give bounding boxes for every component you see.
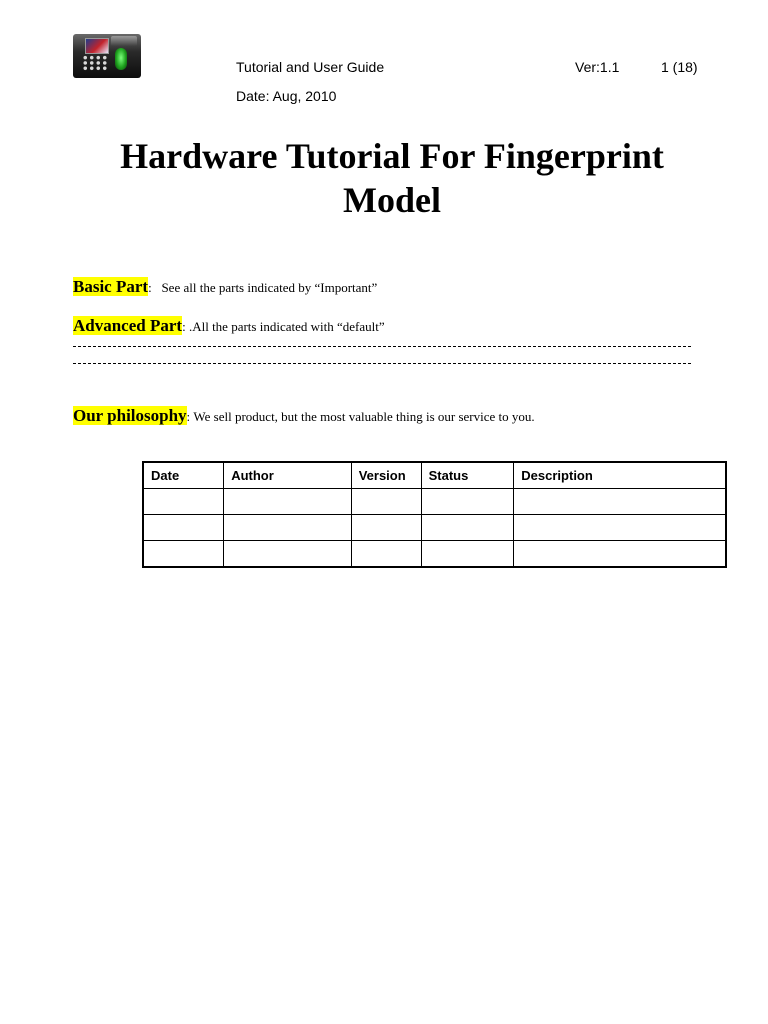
philosophy-text: We sell product, but the most valuable thing is our service to you. <box>193 409 535 424</box>
table-cell <box>224 515 352 541</box>
revision-table <box>142 461 727 568</box>
column-header-date: Date <box>143 462 224 489</box>
basic-part-label: Basic Part <box>73 277 149 296</box>
logo-shine <box>111 36 137 46</box>
basic-part-line <box>73 277 377 297</box>
philosophy-separator: : <box>186 409 191 424</box>
advanced-part-text: .All the parts indicated with “default” <box>188 319 385 334</box>
fingerprint-sensor <box>115 48 127 70</box>
table-cell <box>143 541 224 568</box>
table-row <box>143 515 726 541</box>
table-cell <box>514 541 726 568</box>
header-page-number: 1 (18) <box>661 59 698 75</box>
philosophy-label: Our philosophy <box>73 406 187 425</box>
table-cell <box>351 541 421 568</box>
fingerprint-device-icon <box>73 34 141 78</box>
table-cell <box>421 541 514 568</box>
header-doc-type: Tutorial and User Guide <box>236 59 385 75</box>
table-cell <box>351 515 421 541</box>
dashed-separator-2 <box>73 363 691 364</box>
device-keypad <box>82 55 108 71</box>
philosophy-line <box>73 406 535 426</box>
table-cell <box>421 489 514 515</box>
column-header-status: Status <box>421 462 514 489</box>
header-version: Ver:1.1 <box>575 59 620 75</box>
table-cell <box>143 489 224 515</box>
advanced-part-separator: : <box>182 319 186 334</box>
page-title-line2: Model <box>343 180 441 220</box>
dashed-separator-1 <box>73 346 691 347</box>
table-cell <box>351 489 421 515</box>
table-cell <box>421 515 514 541</box>
table-row <box>143 489 726 515</box>
table-cell <box>224 489 352 515</box>
header-date: Date: Aug, 2010 <box>236 88 337 104</box>
page-title <box>40 134 744 222</box>
column-header-version: Version <box>351 462 421 489</box>
table-cell <box>224 541 352 568</box>
table-header-row <box>143 462 726 489</box>
basic-part-separator: : <box>148 280 152 295</box>
advanced-part-label: Advanced Part <box>73 316 183 335</box>
advanced-part-line <box>73 316 385 336</box>
column-header-description: Description <box>514 462 726 489</box>
table-cell <box>143 515 224 541</box>
basic-part-text: See all the parts indicated by “Important” <box>161 280 378 295</box>
column-header-author: Author <box>224 462 352 489</box>
device-screen <box>85 38 109 54</box>
table-row <box>143 541 726 568</box>
table-cell <box>514 489 726 515</box>
table-cell <box>514 515 726 541</box>
page-title-line1: Hardware Tutorial For Fingerprint <box>120 136 664 176</box>
